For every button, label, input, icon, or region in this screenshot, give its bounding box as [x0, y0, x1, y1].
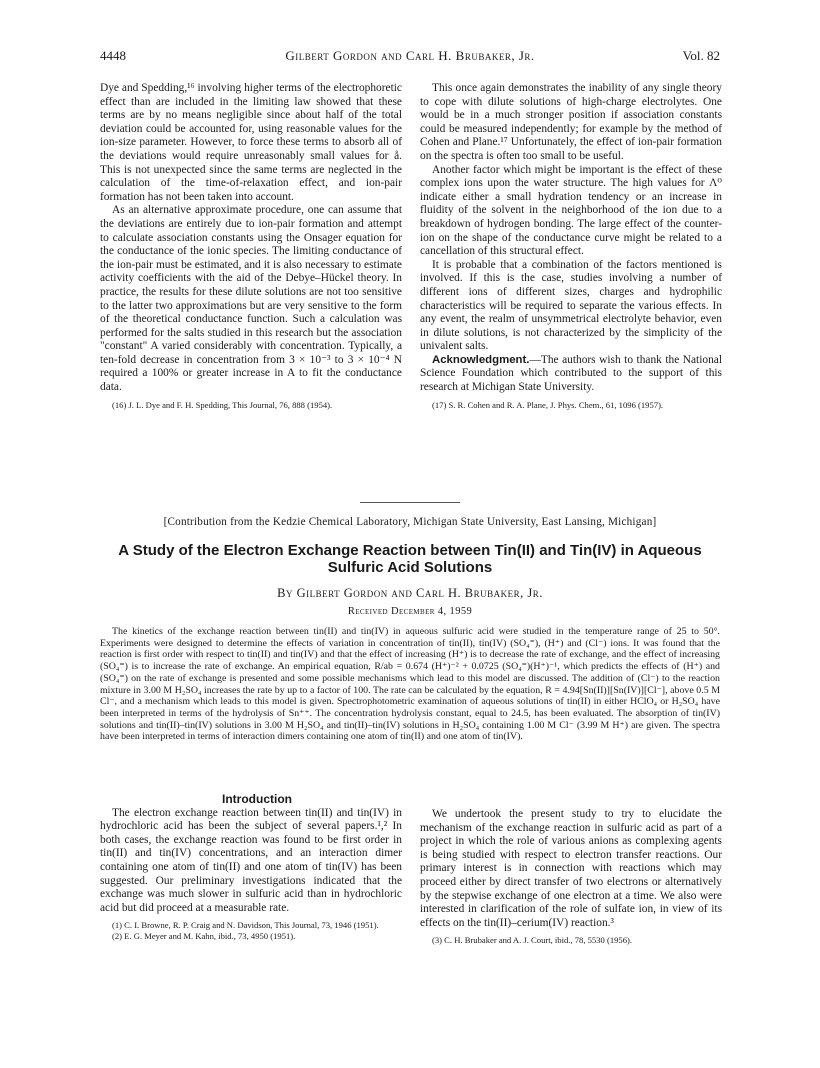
- section-divider: [360, 502, 460, 503]
- top-right-column: [420, 82, 722, 411]
- page-header: [100, 48, 720, 68]
- acknowledgment-heading: Acknowledgment.: [432, 353, 530, 366]
- paragraph: The electron exchange reaction between tin(II) and tin(IV) in hydrochloric acid has been the subject of several papers.¹,² In both cases, the exchange reaction was found to be first order in tin(II) and tin(IV) concentrations, and an interaction dimer containing one atom of tin(II) and one atom of tin(IV) has been suggested. Our preliminary investigations indicated that the exchange was much slower in sulfuric acid than in hydrochloric acid but did proceed at a measurable rate.: [100, 806, 402, 914]
- top-left-column: [100, 82, 402, 411]
- paragraph: Dye and Spedding,¹⁶ involving higher terms of the electrophoretic effect than are included in the limiting law showed that these terms are by no means negligible since about half of the total deviation could be accounted for, using reasonable values for the ion-size parameter. However, to force these terms to absorb all of the deviations would require unreasonably small values for å. This is not unexpected since the same terms are neglected in the calculation of the time-of-relaxation effect, and ion-pair formation has not been taken into account.: [100, 82, 402, 203]
- intro-left-column: [100, 793, 402, 942]
- introduction-heading: Introduction: [222, 792, 292, 806]
- footnote-16: (16) J. L. Dye and F. H. Spedding, This Journal, 76, 888 (1954).: [112, 399, 333, 410]
- abstract: The kinetics of the exchange reaction between tin(II) and tin(IV) in aqueous sulfuric acid were studied in the temperature range of 25 to 50°. Experiments were designed to determine the effects of variation in concentration of tin(II), tin(IV) (SO₄⁼), (H⁺) and (Cl⁻) ions. It was found that the reaction is first order with respect to tin(II) and tin(IV) and that the effect of increasing (H⁺) is to decrease the rate of exchange, and the effect of increasing (SO₄⁼) is to increase the rate of exchange. An empirical equation, R/ab = 0.674 (H⁺)⁻² + 0.0725 (SO₄⁼)(H⁺)⁻¹, which predicts the effects of (H⁺) and (SO₄⁼) on the rate of exchange is presented and some possible mechanisms which lead to this model are discussed. The addition of (Cl⁻) to the reaction mixture in 3.00 M H₂SO₄ increases the rate by up to a factor of 100. The rate can be calculated by the equation, R = 4.94[Sn(II)][Sn(IV)][Cl⁻], above 0.5 M Cl⁻, and a mechanism which leads to this model is given. Spectrophotometric examination of aqueous solutions of tin(II) in either HClO₄ or H₂SO₄ have been interpreted in terms of the hydrolysis of Sn⁺⁺. The concentration hydrolysis constant, equal to 24.5, has been evaluated. The absorption of tin(IV) solutions and tin(II)–tin(IV) solutions in 3.00 M H₂SO₄ and tin(II)–tin(IV) solutions in H₂SO₄ containing 1.00 M Cl⁻ (3.99 M H⁺) are given. The spectra have been interpreted in terms of interaction dimers containing one atom of tin(II) and one atom of tin(IV).: [100, 626, 720, 743]
- paragraph: Another factor which might be important is the effect of these complex ions upon the water structure. The high values for Λ⁰ indicate either a small hydration tendency or an increase in fluidity of the solvent in the neighborhood of the ion due to a breakdown of hydrogen bonding. The large effect of the counter-ion on the shape of the conductance curve might be related to a cancellation of this structural effect.: [420, 163, 722, 258]
- acknowledgment: [420, 354, 722, 395]
- received-date: Received December 4, 1959: [347, 606, 473, 617]
- article-authors: By Gilbert Gordon and Carl H. Brubaker, Jr.: [277, 586, 543, 600]
- intro-right-column: [420, 808, 722, 946]
- paragraph: As an alternative approximate procedure, one can assume that the deviations are entirely due to ion-pair formation and attempt to calculate association constants using the Onsager equation for the conductance of the ionic species. The limiting conductance of the ion-pair must be estimated, and it is also necessary to estimate activity coefficients with the aid of the Debye–Hückel theory. In practice, the results for these dilute solutions are not too sensitive to the latter two approximations but are very sensitive to the form of the theoretical conductance function. Such a calculation was performed for the salts studied in this research but the association "constant" A varied considerably with concentration. Typically, a ten-fold decrease in concentration from 3 × 10⁻³ to 3 × 10⁻⁴ N required a 100% or greater increase in A to fit the conductance data.: [100, 204, 402, 394]
- volume-label: Vol. 82: [682, 48, 720, 63]
- acknowledgment-text: —The authors wish to thank the National Science Foundation which contributed to the support of this research at Michigan State University.: [420, 353, 722, 394]
- contribution-line: [Contribution from the Kedzie Chemical Laboratory, Michigan State University, East Lansing, Michigan]: [163, 516, 657, 528]
- running-title: Gilbert Gordon and Carl H. Brubaker, Jr.: [285, 48, 535, 63]
- footnote-2: (2) E. G. Meyer and M. Kahn, ibid., 73, 4950 (1951).: [112, 931, 296, 942]
- page-number: 4448: [100, 48, 126, 63]
- paragraph: We undertook the present study to try to elucidate the mechanism of the exchange reaction in sulfuric acid as part of a project in which the role of various anions as complexing agents is being studied with respect to electron transfer reactions. Our primary interest is in connection with reactions which may proceed either by direct transfer of two electrons or alternatively by the stepwise exchange of one electron at a time. We also were interested in clarification of the role of sulfate ion, in view of its effects on the tin(II)–cerium(IV) reaction.³: [420, 808, 722, 929]
- article-title: A Study of the Electron Exchange Reaction between Tin(II) and Tin(IV) in Aqueous Sulfuric Acid Solutions: [118, 542, 702, 576]
- paragraph: This once again demonstrates the inability of any single theory to cope with dilute solutions of high-charge electrolytes. One would be in a much stronger position if association constants could be measured independently; for example by the method of Cohen and Plane.¹⁷ Unfortunately, the effect of ion-pair formation on the spectra is often too small to be useful.: [420, 82, 722, 162]
- paragraph: It is probable that a combination of the factors mentioned is involved. If this is the case, studies involving a number of different ions of different sizes, charges and hydrophilic characteristics will be required to separate the various effects. In any event, the realm of unsymmetrical electrolyte behavior, even in dilute solutions, is not characterized by the simplicity of the univalent salts.: [420, 258, 722, 353]
- footnote-17: (17) S. R. Cohen and R. A. Plane, J. Phys. Chem., 61, 1096 (1957).: [432, 399, 664, 410]
- footnote-1: (1) C. I. Browne, R. P. Craig and N. Davidson, This Journal, 73, 1946 (1951).: [112, 920, 379, 931]
- footnote-3: (3) C. H. Brubaker and A. J. Court, ibid., 78, 5530 (1956).: [432, 935, 633, 946]
